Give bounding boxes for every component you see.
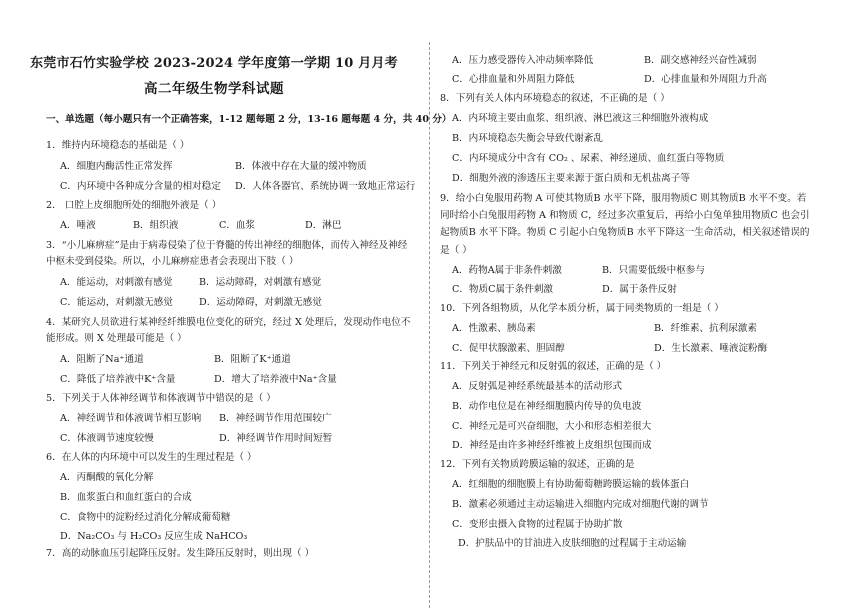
question-12-option-a: A．红细胞的细胞膜上有协助葡萄糖跨膜运输的载体蛋白 xyxy=(452,479,690,490)
question-5-option-b: B．神经调节作用范围较广 xyxy=(219,413,332,424)
question-9-line-4: 是（ ） xyxy=(440,245,472,256)
question-8-option-b: B．内环境稳态失衡会导致代谢紊乱 xyxy=(452,133,603,144)
question-7-option-d: D．心排血量和外周阻力升高 xyxy=(644,74,767,85)
question-4-option-d: D．增大了培养液中Na⁺含量 xyxy=(214,374,337,385)
question-3-option-b: B．运动障碍，对刺激有感觉 xyxy=(199,277,322,288)
question-7-option-c: C．心排血量和外周阻力降低 xyxy=(452,74,575,85)
question-1-option-d: D．人体各器官、系统协调一致地正常运行 xyxy=(235,181,416,192)
question-4-line-2: 能形成。则 X 处理最可能是（ ） xyxy=(46,333,187,344)
question-10-option-d: D．生长激素、唾液淀粉酶 xyxy=(654,343,768,354)
question-11: 11．下列关于神经元和反射弧的叙述，正确的是（ ） xyxy=(440,361,667,372)
question-4-option-a: A．阻断了Na⁺通道 xyxy=(60,354,144,365)
question-11-option-c: C．神经元是可兴奋细胞，大小和形态相差很大 xyxy=(452,421,652,432)
question-3-line-2: 中枢未受到侵染。所以，小儿麻痹症患者会表现出下肢（ ） xyxy=(46,256,299,267)
question-1-option-b: B．体液中存在大量的缓冲物质 xyxy=(235,161,367,172)
question-7: 7．高的动脉血压引起降压反射。发生降压反射时，则出现（ ） xyxy=(46,548,315,559)
question-2: 2． 口腔上皮细胞所处的细胞外液是（ ） xyxy=(46,200,222,211)
question-10: 10．下列各组物质，从化学本质分析，属于同类物质的一组是（ ） xyxy=(440,303,724,314)
question-6-option-b: B．血浆蛋白和血红蛋白的合成 xyxy=(60,492,192,503)
question-7-option-b: B．副交感神经兴奋性减弱 xyxy=(644,55,757,66)
question-3-line-1: 3．“小儿麻痹症”是由于病毒侵染了位于脊髓的传出神经的细胞体，而传入神经及神经 xyxy=(46,240,408,251)
question-9-option-d: D．属于条件反射 xyxy=(602,284,677,295)
question-7-option-a: A．压力感受器传入冲动频率降低 xyxy=(452,55,594,66)
question-2-option-a: A．唾液 xyxy=(60,220,96,231)
exam-subtitle: 高二年级生物学科试题 xyxy=(144,81,284,97)
question-11-option-b: B．动作电位是在神经细胞膜内传导的负电波 xyxy=(452,401,642,412)
question-8-option-d: D．细胞外液的渗透压主要来源于蛋白质和无机盐离子等 xyxy=(452,173,690,184)
question-2-option-d: D．淋巴 xyxy=(305,220,342,231)
question-5-option-c: C．体液调节速度较慢 xyxy=(60,433,154,444)
question-9-line-3: 起物质B 水平下降。物质 C 引起小白兔物质B 水平下降这一生命活动，相关叙述错误的 xyxy=(440,227,810,238)
question-5-option-d: D．神经调节作用时间短暂 xyxy=(219,433,333,444)
question-9-line-1: 9．给小白兔服用药物 A 可使其物质B 水平下降，服用物质C 则其物质B 水平不变。若 xyxy=(440,193,807,204)
question-11-option-a: A．反射弧是神经系统最基本的活动形式 xyxy=(452,381,623,392)
question-12: 12．下列有关物质跨膜运输的叙述，正确的是 xyxy=(440,459,635,470)
question-8-option-a: A．内环境主要由血浆、组织液、淋巴液这三种细胞外液构成 xyxy=(452,113,709,124)
section-heading: 一、单选题（每小题只有一个正确答案，1-12 题每题 2 分，13-16 题每题 4 分，共 40 分） xyxy=(46,114,452,125)
question-9-option-a: A．药物A属于非条件刺激 xyxy=(452,265,562,276)
question-5: 5．下列关于人体神经调节和体液调节中错误的是（ ） xyxy=(46,393,276,404)
question-6: 6．在人体的内环境中可以发生的生理过程是（ ） xyxy=(46,452,257,463)
question-8-option-c: C．内环境成分中含有 CO₂ 、尿素、神经递质、血红蛋白等物质 xyxy=(452,153,725,164)
question-9-line-2: 同时给小白兔服用药物 A 和物质 C，经过多次重复后，再给小白兔单独用物质C 也会引 xyxy=(440,210,810,221)
question-6-option-a: A．丙酮酸的氧化分解 xyxy=(60,472,154,483)
question-2-option-c: C．血浆 xyxy=(219,220,256,231)
question-6-option-c: C．食物中的淀粉经过消化分解成葡萄糖 xyxy=(60,512,231,523)
question-10-option-c: C．促甲状腺激素、胆固醇 xyxy=(452,343,565,354)
question-9-option-b: B．只需要低级中枢参与 xyxy=(602,265,705,276)
question-3-option-d: D．运动障碍，对刺激无感觉 xyxy=(199,297,322,308)
exam-title: 东莞市石竹实验学校 2023-2024 学年度第一学期 10 月月考 xyxy=(30,56,398,71)
question-12-option-b: B．激素必须通过主动运输进入细胞内完成对细胞代谢的调节 xyxy=(452,499,709,510)
question-11-option-d: D．神经是由许多神经纤维被上皮组织包围而成 xyxy=(452,440,652,451)
question-4-option-b: B．阻断了K⁺通道 xyxy=(214,354,291,365)
question-4-line-1: 4．某研究人员欲进行某神经纤维膜电位变化的研究，经过 X 处理后，发现动作电位不 xyxy=(46,317,411,328)
question-12-option-d: D．护肤品中的甘油进入皮肤细胞的过程属于主动运输 xyxy=(458,538,687,549)
question-5-option-a: A．神经调节和体液调节相互影响 xyxy=(60,413,202,424)
question-12-option-c: C．变形虫摄入食物的过程属于协助扩散 xyxy=(452,519,623,530)
column-divider xyxy=(429,42,430,608)
question-2-option-b: B．组织液 xyxy=(133,220,179,231)
question-3-option-c: C．能运动，对刺激无感觉 xyxy=(60,297,173,308)
question-10-option-b: B．纤维素、抗利尿激素 xyxy=(654,323,757,334)
question-1: 1．维持内环境稳态的基础是（ ） xyxy=(46,140,190,151)
question-8: 8．下列有关人体内环境稳态的叙述，不正确的是（ ） xyxy=(440,93,670,104)
question-6-option-d: D．Na₂CO₃ 与 H₂CO₃ 反应生成 NaHCO₃ xyxy=(60,531,248,542)
question-9-option-c: C．物质C属于条件刺激 xyxy=(452,284,554,295)
question-10-option-a: A．性激素、胰岛素 xyxy=(452,323,536,334)
question-4-option-c: C．降低了培养液中K⁺含量 xyxy=(60,374,176,385)
question-1-option-c: C．内环境中各种成分含量的相对稳定 xyxy=(60,181,221,192)
question-1-option-a: A．细胞内酶活性正常发挥 xyxy=(60,161,173,172)
question-3-option-a: A．能运动，对刺激有感觉 xyxy=(60,277,173,288)
